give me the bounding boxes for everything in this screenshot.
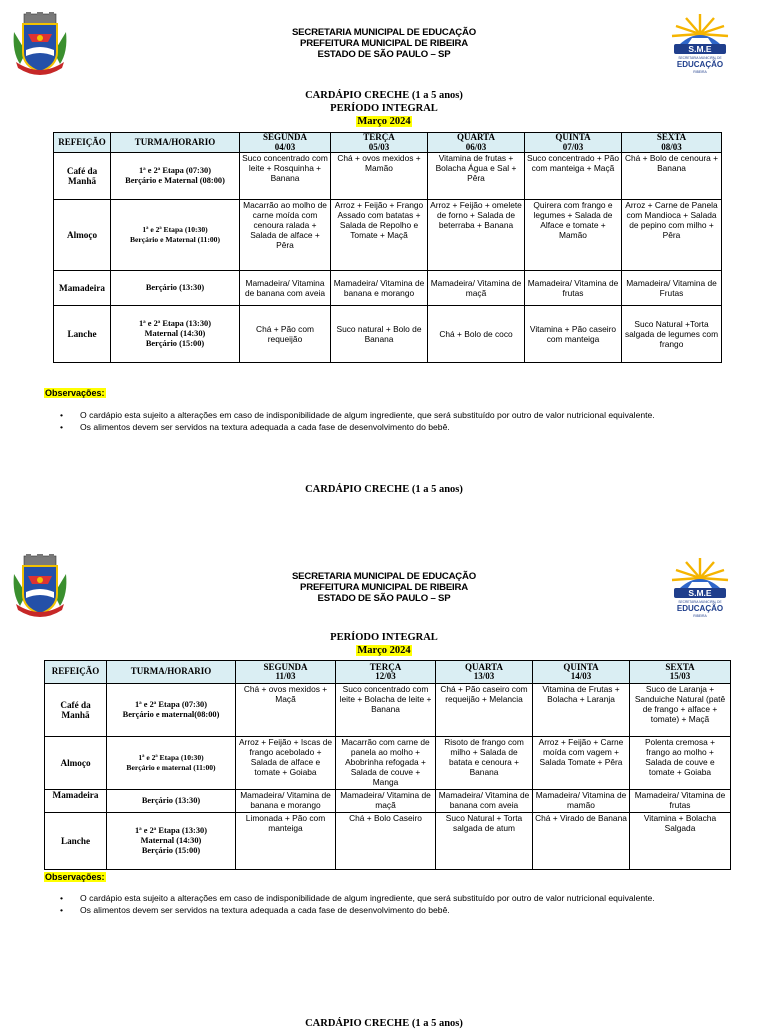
week2-heading (0, 631, 768, 657)
list-item: • Os alimentos devem ser servidos na textura adequada a cada fase de desenvolvimento do bebê. (60, 904, 750, 916)
menu-cell: Suco Natural +Torta salgada de legumes com frango (622, 306, 722, 363)
menu-cell: Vitamina + Bolacha Salgada (630, 813, 731, 870)
letterhead-line-3: ESTADO DE SÃO PAULO – SP (317, 49, 451, 60)
menu-cell: Suco concentrado com leite + Rosquinha + Banana (240, 153, 331, 200)
menu-cell: Chá + Virado de Banana (533, 813, 630, 870)
table-row (54, 200, 722, 271)
menu-cell: Arroz + Feijão + Iscas de frango acebolado + Salada de alface e tomate + Goiaba (236, 737, 336, 790)
week2-month: Março 2024 (357, 645, 411, 656)
menu-cell: Mamadeira/ Vitamina de banana e morango (331, 271, 428, 306)
menu-cell: Arroz + Feijão + Frango Assado com batatas + Salada de Repolho e Tomate + Maçã (331, 200, 428, 271)
partial-next-title: CARDÁPIO CRECHE (1 a 5 anos) (305, 1018, 463, 1029)
table-row (45, 684, 731, 737)
svg-text:EDUCAÇÃO: EDUCAÇÃO (676, 60, 724, 69)
group-times: 1ª e 2ª Etapa (07:30) Berçário e Maternal (08:00) (111, 153, 240, 200)
table-row (45, 813, 731, 870)
svg-text:SECRETARIA MUNICIPAL DE: SECRETARIA MUNICIPAL DE (678, 56, 722, 60)
menu-cell: Mamadeira/ Vitamina de frutas (630, 790, 731, 813)
table-row (54, 306, 722, 363)
col-day: QUARTA 06/03 (428, 133, 525, 153)
week1-period: PERÍODO INTEGRAL (330, 103, 438, 114)
svg-text:SECRETARIA MUNICIPAL DE: SECRETARIA MUNICIPAL DE (678, 600, 722, 604)
list-item: • Os alimentos devem ser servidos na textura adequada a cada fase de desenvolvimento do bebê. (60, 421, 750, 433)
group-times: 1ª e 2ª Etapa (13:30) Maternal (14:30) Berçário (15:00) (111, 306, 240, 363)
meal-name: Mamadeira (45, 790, 107, 813)
letterhead (0, 27, 768, 60)
table-header-row (54, 133, 722, 153)
meal-name: Mamadeira (54, 271, 111, 306)
col-day: QUARTA 13/03 (436, 661, 533, 684)
table-row (45, 737, 731, 790)
svg-text:S.M.E: S.M.E (688, 44, 712, 54)
letterhead-line-2: PREFEITURA MUNICIPAL DE RIBEIRA (300, 38, 468, 49)
meal-name: Almoço (54, 200, 111, 271)
week2-menu-table (44, 660, 731, 870)
col-day: SEXTA 08/03 (622, 133, 722, 153)
menu-cell: Vitamina + Pão caseiro com manteiga (525, 306, 622, 363)
col-day: SEGUNDA 04/03 (240, 133, 331, 153)
col-day: TERÇA 12/03 (336, 661, 436, 684)
letterhead-line-2: PREFEITURA MUNICIPAL DE RIBEIRA (300, 582, 468, 593)
menu-cell: Arroz + Carne de Panela com Mandioca + Salada de pepino com milho + Pêra (622, 200, 722, 271)
table-header-row (45, 661, 731, 684)
menu-cell: Macarrão com carne de panela ao molho + Abobrinha refogada + Salada de couve + Manga (336, 737, 436, 790)
table-row (45, 790, 731, 813)
menu-cell: Mamadeira/ Vitamina de banana com aveia (240, 271, 331, 306)
col-day: QUINTA 07/03 (525, 133, 622, 153)
menu-cell: Polenta cremosa + frango ao molho + Salada de couve e tomate + Goiaba (630, 737, 731, 790)
letterhead-line-3: ESTADO DE SÃO PAULO – SP (317, 593, 451, 604)
week1-obs-label: Observações: (45, 388, 105, 398)
menu-cell: Suco concentrado com leite + Bolacha de leite + Banana (336, 684, 436, 737)
week1-title: CARDÁPIO CRECHE (1 a 5 anos) (305, 90, 463, 101)
list-item: • O cardápio esta sujeito a alterações em caso de indisponibilidade de algum ingrediente, que será substituído por outro de valor nutricional equivalente. (60, 892, 750, 904)
list-item: • O cardápio esta sujeito a alterações em caso de indisponibilidade de algum ingrediente, que será substituído por outro de valor nutricional equivalente. (60, 409, 750, 421)
menu-cell: Quirera com frango e legumes + Salada de Alface e tomate + Mamão (525, 200, 622, 271)
group-times: Berçário (13:30) (107, 790, 236, 813)
svg-text:RIBEIRA: RIBEIRA (693, 614, 707, 618)
menu-cell: Mamadeira/ Vitamina de maçã (336, 790, 436, 813)
menu-cell: Chá + Pão com requeijão (240, 306, 331, 363)
col-day: SEGUNDA 11/03 (236, 661, 336, 684)
menu-cell: Chá + Bolo Caseiro (336, 813, 436, 870)
menu-cell: Arroz + Feijão + Carne moída com vagem + Salada Tomate + Pêra (533, 737, 630, 790)
week2-obs-list (60, 892, 750, 916)
meal-name: Lanche (54, 306, 111, 363)
menu-cell: Mamadeira/ Vitamina de maçã (428, 271, 525, 306)
meal-name: Lanche (45, 813, 107, 870)
group-times: Berçário (13:30) (111, 271, 240, 306)
group-times: 1ª e 2ª Etapa (10:30) Berçário e maternal (11:00) (107, 737, 236, 790)
menu-cell: Chá + Bolo de coco (428, 306, 525, 363)
menu-cell: Mamadeira/ Vitamina de mamão (533, 790, 630, 813)
table-row (54, 153, 722, 200)
menu-cell: Chá + Bolo de cenoura + Banana (622, 153, 722, 200)
meal-name: Café da Manhã (45, 684, 107, 737)
meal-name: Almoço (45, 737, 107, 790)
menu-cell: Suco Natural + Torta salgada de atum (436, 813, 533, 870)
group-times: 1ª e 2ª Etapa (07:30) Berçário e maternal(08:00) (107, 684, 236, 737)
svg-text:S.M.E: S.M.E (688, 588, 712, 598)
menu-cell: Suco concentrado + Pão com manteiga + Maçã (525, 153, 622, 200)
menu-cell: Risoto de frango com milho + Salada de batata e cenoura + Banana (436, 737, 533, 790)
week1-heading (0, 89, 768, 128)
col-day: SEXTA 15/03 (630, 661, 731, 684)
menu-cell: Vitamina de Frutas + Bolacha + Laranja (533, 684, 630, 737)
menu-cell: Suco de Laranja + Sanduiche Natural (patê de frango + alface + tomate) + Maçã (630, 684, 731, 737)
menu-cell: Chá + ovos mexidos + Maçã (236, 684, 336, 737)
meal-name: Café da Manhã (54, 153, 111, 200)
menu-cell: Mamadeira/ Vitamina de banana com aveia (436, 790, 533, 813)
menu-cell: Suco natural + Bolo de Banana (331, 306, 428, 363)
menu-cell: Chá + Pão caseiro com requeijão + Melancia (436, 684, 533, 737)
letterhead (0, 571, 768, 604)
week1-month: Março 2024 (357, 116, 411, 127)
menu-cell: Limonada + Pão com manteiga (236, 813, 336, 870)
menu-cell: Mamadeira/ Vitamina de Frutas (622, 271, 722, 306)
week1-obs-list (60, 409, 750, 433)
menu-cell: Arroz + Feijão + omelete de forno + Salada de beterraba + Banana (428, 200, 525, 271)
menu-cell: Chá + ovos mexidos + Mamão (331, 153, 428, 200)
letterhead-line-1: SECRETARIA MUNICIPAL DE EDUCAÇÃO (291, 571, 477, 582)
letterhead-line-1: SECRETARIA MUNICIPAL DE EDUCAÇÃO (291, 27, 477, 38)
svg-text:EDUCAÇÃO: EDUCAÇÃO (676, 604, 724, 613)
col-group: TURMA/HORARIO (107, 661, 236, 684)
menu-cell: Mamadeira/ Vitamina de banana e morango (236, 790, 336, 813)
col-day: QUINTA 14/03 (533, 661, 630, 684)
group-times: 1ª e 2ª Etapa (13:30) Maternal (14:30) Berçário (15:00) (107, 813, 236, 870)
col-day: TERÇA 05/03 (331, 133, 428, 153)
table-row (54, 271, 722, 306)
svg-text:RIBEIRA: RIBEIRA (693, 70, 707, 74)
menu-cell: Macarrão ao molho de carne moída com cenoura ralada + Salada de alface + Pêra (240, 200, 331, 271)
week1-menu-table (53, 132, 722, 363)
col-meal: REFEIÇÃO (54, 133, 111, 153)
menu-cell: Vitamina de frutas + Bolacha Água e Sal + Pêra (428, 153, 525, 200)
week2-period: PERÍODO INTEGRAL (330, 632, 438, 643)
col-group: TURMA/HORARIO (111, 133, 240, 153)
week2-obs-label: Observações: (45, 872, 105, 882)
menu-cell: Mamadeira/ Vitamina de frutas (525, 271, 622, 306)
week1b-title: CARDÁPIO CRECHE (1 a 5 anos) (305, 484, 463, 495)
group-times: 1ª e 2ª Etapa (10:30) Berçário e Maternal (11:00) (111, 200, 240, 271)
col-meal: REFEIÇÃO (45, 661, 107, 684)
